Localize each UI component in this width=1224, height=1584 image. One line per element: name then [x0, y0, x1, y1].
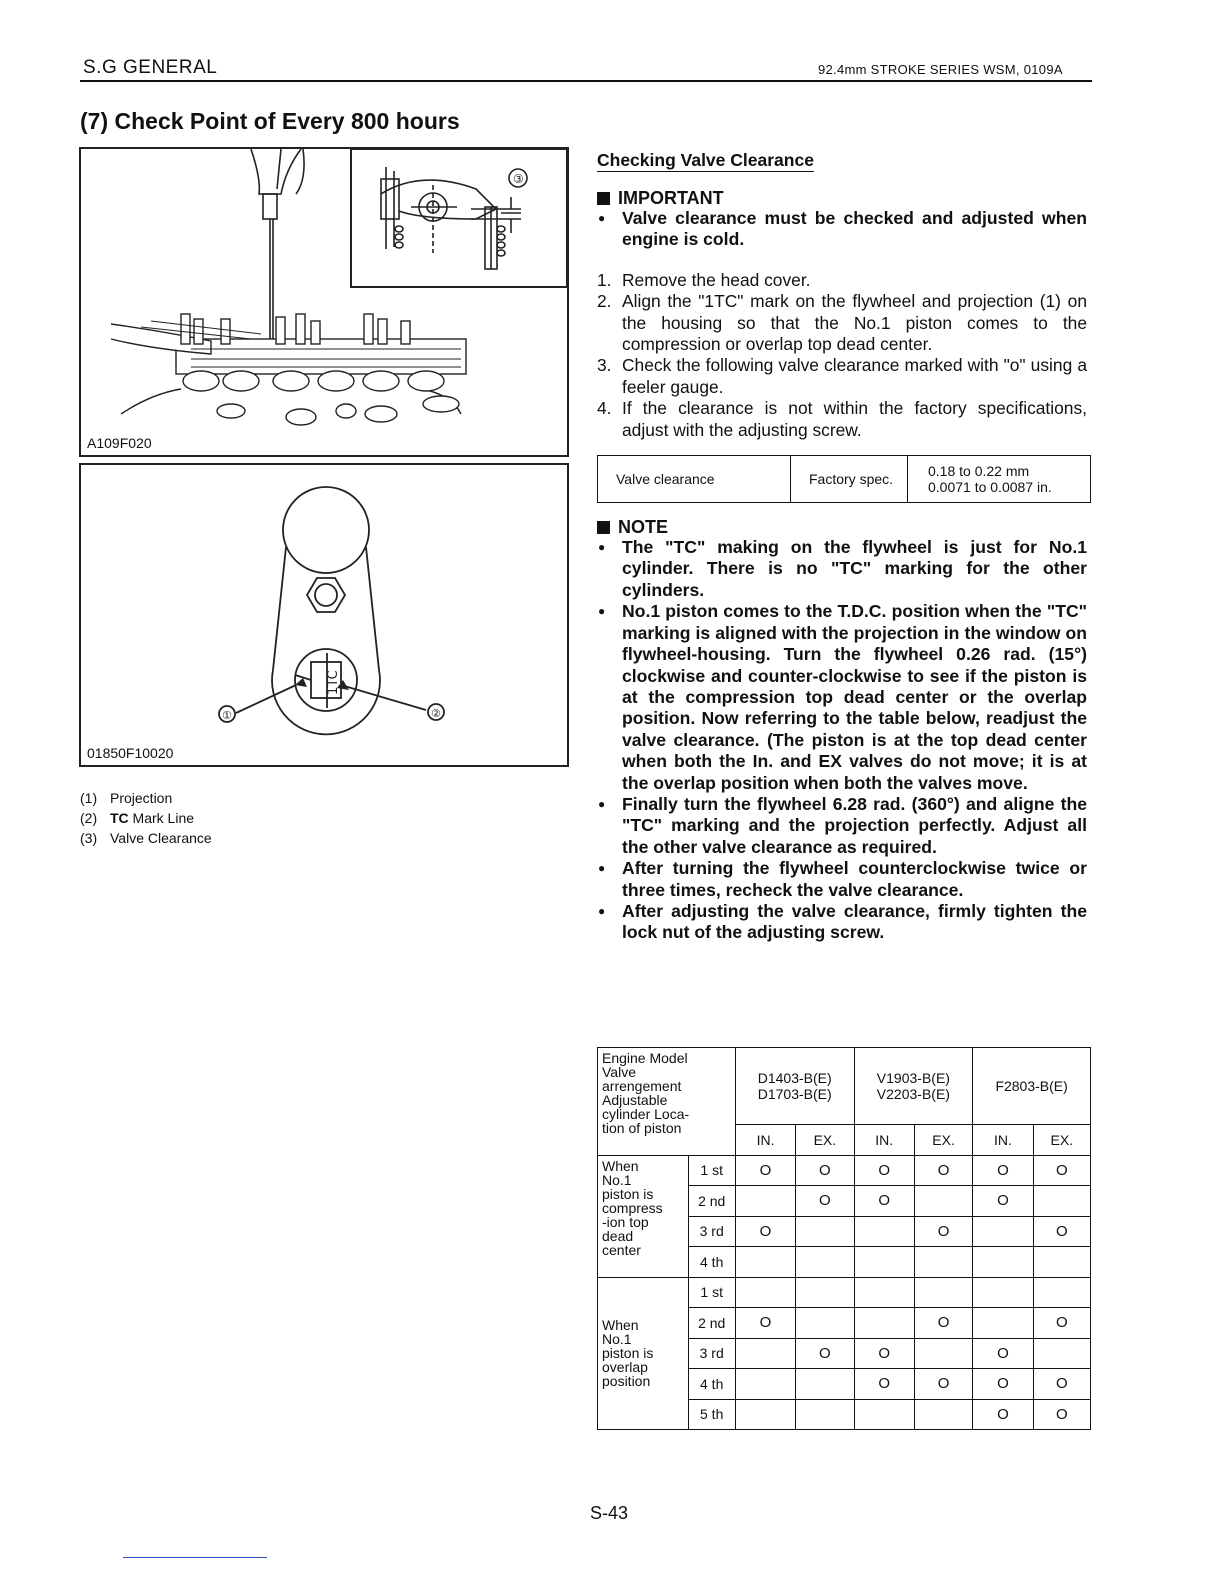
header-section-label: S.G GENERAL	[83, 57, 218, 78]
valve-check-mark: O	[854, 1186, 914, 1217]
legend-item: (2) TC Mark Line	[80, 810, 195, 826]
valve-check-mark: O	[914, 1308, 972, 1339]
table-corner-label: Engine Model Valve arrengement Adjustable cylinder Loca- tion of piston	[598, 1048, 736, 1156]
valve-check-mark	[914, 1277, 972, 1308]
valve-check-mark: O	[854, 1369, 914, 1400]
valve-subheader: IN.	[735, 1125, 795, 1156]
valve-check-mark	[854, 1247, 914, 1278]
valve-check-mark: O	[796, 1186, 854, 1217]
figure-flywheel-tc-mark	[79, 463, 569, 767]
valve-check-mark: O	[854, 1155, 914, 1186]
model-header: F2803-B(E)	[973, 1048, 1091, 1125]
flywheel-illustration	[81, 465, 567, 765]
valve-check-mark: O	[914, 1155, 972, 1186]
note-item: ● After turning the flywheel counterclockwise twice or three times, recheck the valve clearance.	[597, 858, 1087, 901]
valve-check-mark	[914, 1247, 972, 1278]
valve-check-mark: O	[973, 1155, 1033, 1186]
cylinder-number: 4 th	[688, 1369, 735, 1400]
table-row	[598, 1277, 1091, 1308]
valve-check-mark	[796, 1216, 854, 1247]
figure-code: 01850F10020	[87, 745, 177, 761]
footer-link-line	[123, 1557, 267, 1558]
figure-valve-adjustment	[79, 147, 569, 457]
valve-check-mark	[735, 1277, 795, 1308]
valve-check-mark: O	[1033, 1369, 1090, 1400]
valve-check-mark	[973, 1277, 1033, 1308]
valve-check-mark: O	[735, 1155, 795, 1186]
section-title: (7) Check Point of Every 800 hours	[80, 108, 460, 134]
valve-subheader: EX.	[914, 1125, 972, 1156]
valve-check-mark: O	[796, 1155, 854, 1186]
valve-check-mark: O	[735, 1308, 795, 1339]
valve-check-mark	[854, 1399, 914, 1430]
valve-check-mark: O	[1033, 1308, 1090, 1339]
figure-code: A109F020	[87, 435, 156, 451]
legend-item: (1) Projection	[80, 790, 173, 806]
valve-check-mark	[735, 1399, 795, 1430]
valve-check-mark	[973, 1308, 1033, 1339]
valve-check-mark	[854, 1216, 914, 1247]
valve-check-mark: O	[1033, 1216, 1090, 1247]
group-label: When No.1 piston is overlap position	[598, 1277, 689, 1430]
callout-1: ①	[222, 709, 232, 722]
model-header: V1903-B(E) V2203-B(E)	[854, 1048, 973, 1125]
valve-check-mark	[735, 1338, 795, 1369]
important-list	[597, 208, 1087, 251]
inset-callout-3: ③	[513, 172, 524, 186]
cylinder-number: 2 nd	[688, 1186, 735, 1217]
valve-check-mark	[735, 1247, 795, 1278]
valve-check-mark	[796, 1308, 854, 1339]
cylinder-number: 5 th	[688, 1399, 735, 1430]
step-item: 4. If the clearance is not within the factory specifications, adjust with the adjusting screw.	[597, 398, 1087, 440]
valve-check-mark	[796, 1277, 854, 1308]
valve-check-mark	[796, 1247, 854, 1278]
figure-legend	[80, 788, 212, 848]
important-title: IMPORTANT	[597, 188, 1087, 208]
header-manual-reference: 92.4mm STROKE SERIES WSM, 0109A	[818, 62, 1063, 77]
valve-check-mark	[914, 1186, 972, 1217]
valve-check-mark	[796, 1369, 854, 1400]
valve-check-mark: O	[973, 1186, 1033, 1217]
valve-check-mark	[1033, 1186, 1090, 1217]
cylinder-number: 3 rd	[688, 1216, 735, 1247]
important-item: ● Valve clearance must be checked and adjusted when engine is cold.	[597, 208, 1087, 251]
valve-check-mark	[796, 1399, 854, 1430]
model-header: D1403-B(E) D1703-B(E)	[735, 1048, 854, 1125]
valve-arrangement-table	[597, 1047, 1091, 1430]
note-title: NOTE	[597, 517, 1087, 537]
valve-check-mark	[1033, 1338, 1090, 1369]
valve-check-mark: O	[914, 1369, 972, 1400]
group-label: When No.1 piston is compress -ion top dead center	[598, 1155, 689, 1277]
valve-check-mark	[854, 1277, 914, 1308]
procedure-heading: Checking Valve Clearance	[597, 150, 814, 170]
step-item: 1. Remove the head cover.	[597, 269, 811, 290]
step-item: 3. Check the following valve clearance marked with "o" using a feeler gauge.	[597, 355, 1087, 397]
valve-check-mark	[914, 1338, 972, 1369]
cylinder-number: 1 st	[688, 1277, 735, 1308]
note-item: ● The "TC" making on the flywheel is just for No.1 cylinder. There is no "TC" marking for the other cylinders.	[597, 537, 1087, 601]
valve-adjustment-illustration	[81, 149, 567, 455]
table-row	[598, 1155, 1091, 1186]
callout-2: ②	[431, 707, 441, 720]
valve-check-mark: O	[973, 1369, 1033, 1400]
valve-check-mark	[914, 1399, 972, 1430]
cylinder-number: 1 st	[688, 1155, 735, 1186]
valve-check-mark	[973, 1247, 1033, 1278]
valve-check-mark: O	[914, 1216, 972, 1247]
page-number: S-43	[590, 1503, 629, 1523]
right-column	[597, 150, 1087, 944]
valve-check-mark	[973, 1216, 1033, 1247]
valve-check-mark: O	[735, 1216, 795, 1247]
valve-check-mark: O	[1033, 1399, 1090, 1430]
valve-subheader: IN.	[854, 1125, 914, 1156]
note-item: ● After adjusting the valve clearance, firmly tighten the lock nut of the adjusting screw.	[597, 901, 1087, 944]
valve-check-mark: O	[796, 1338, 854, 1369]
valve-subheader: EX.	[796, 1125, 854, 1156]
valve-check-mark	[735, 1186, 795, 1217]
valve-check-mark	[1033, 1247, 1090, 1278]
procedure-steps	[597, 270, 1087, 441]
spec-type: Factory spec.	[791, 456, 908, 503]
note-list	[597, 537, 1087, 944]
step-item: 2. Align the "1TC" mark on the flywheel and projection (1) on the housing so that the No.1 piston comes to the compression or overlap top dead center.	[597, 291, 1087, 355]
square-bullet-icon	[597, 192, 610, 205]
tc-mark-text: 1TC	[326, 670, 341, 695]
spec-label: Valve clearance	[598, 456, 791, 503]
cylinder-number: 4 th	[688, 1247, 735, 1278]
valve-check-mark: O	[973, 1399, 1033, 1430]
legend-item: (3) Valve Clearance	[80, 830, 212, 846]
cylinder-number: 3 rd	[688, 1338, 735, 1369]
valve-check-mark: O	[973, 1338, 1033, 1369]
note-item: ● Finally turn the flywheel 6.28 rad. (360°) and aligne the "TC" marking and the projection perfectly. Adjust all the other valve clearance as required.	[597, 794, 1087, 858]
valve-check-mark: O	[1033, 1155, 1090, 1186]
valve-check-mark	[1033, 1277, 1090, 1308]
valve-check-mark	[854, 1308, 914, 1339]
header-rule	[80, 80, 1092, 82]
spec-table	[597, 455, 1091, 503]
note-item: ● No.1 piston comes to the T.D.C. position when the "TC" marking is aligned with the projection in the window on flywheel-housing. Turn the flywheel 0.26 rad. (15°) clockwise and counter-clockwise to see if the piston is at the compression top dead center or the overlap position. Now referring to the table below, readjust the valve clearance. (The piston is at the top dead center when both the In. and EX valves do not move; it is at the overlap position when both the valves move.	[597, 601, 1087, 794]
valve-check-mark	[735, 1369, 795, 1400]
valve-subheader: EX.	[1033, 1125, 1090, 1156]
cylinder-number: 2 nd	[688, 1308, 735, 1339]
spec-value: 0.18 to 0.22 mm 0.0071 to 0.0087 in.	[908, 456, 1091, 503]
valve-subheader: IN.	[973, 1125, 1033, 1156]
square-bullet-icon	[597, 521, 610, 534]
valve-check-mark: O	[854, 1338, 914, 1369]
